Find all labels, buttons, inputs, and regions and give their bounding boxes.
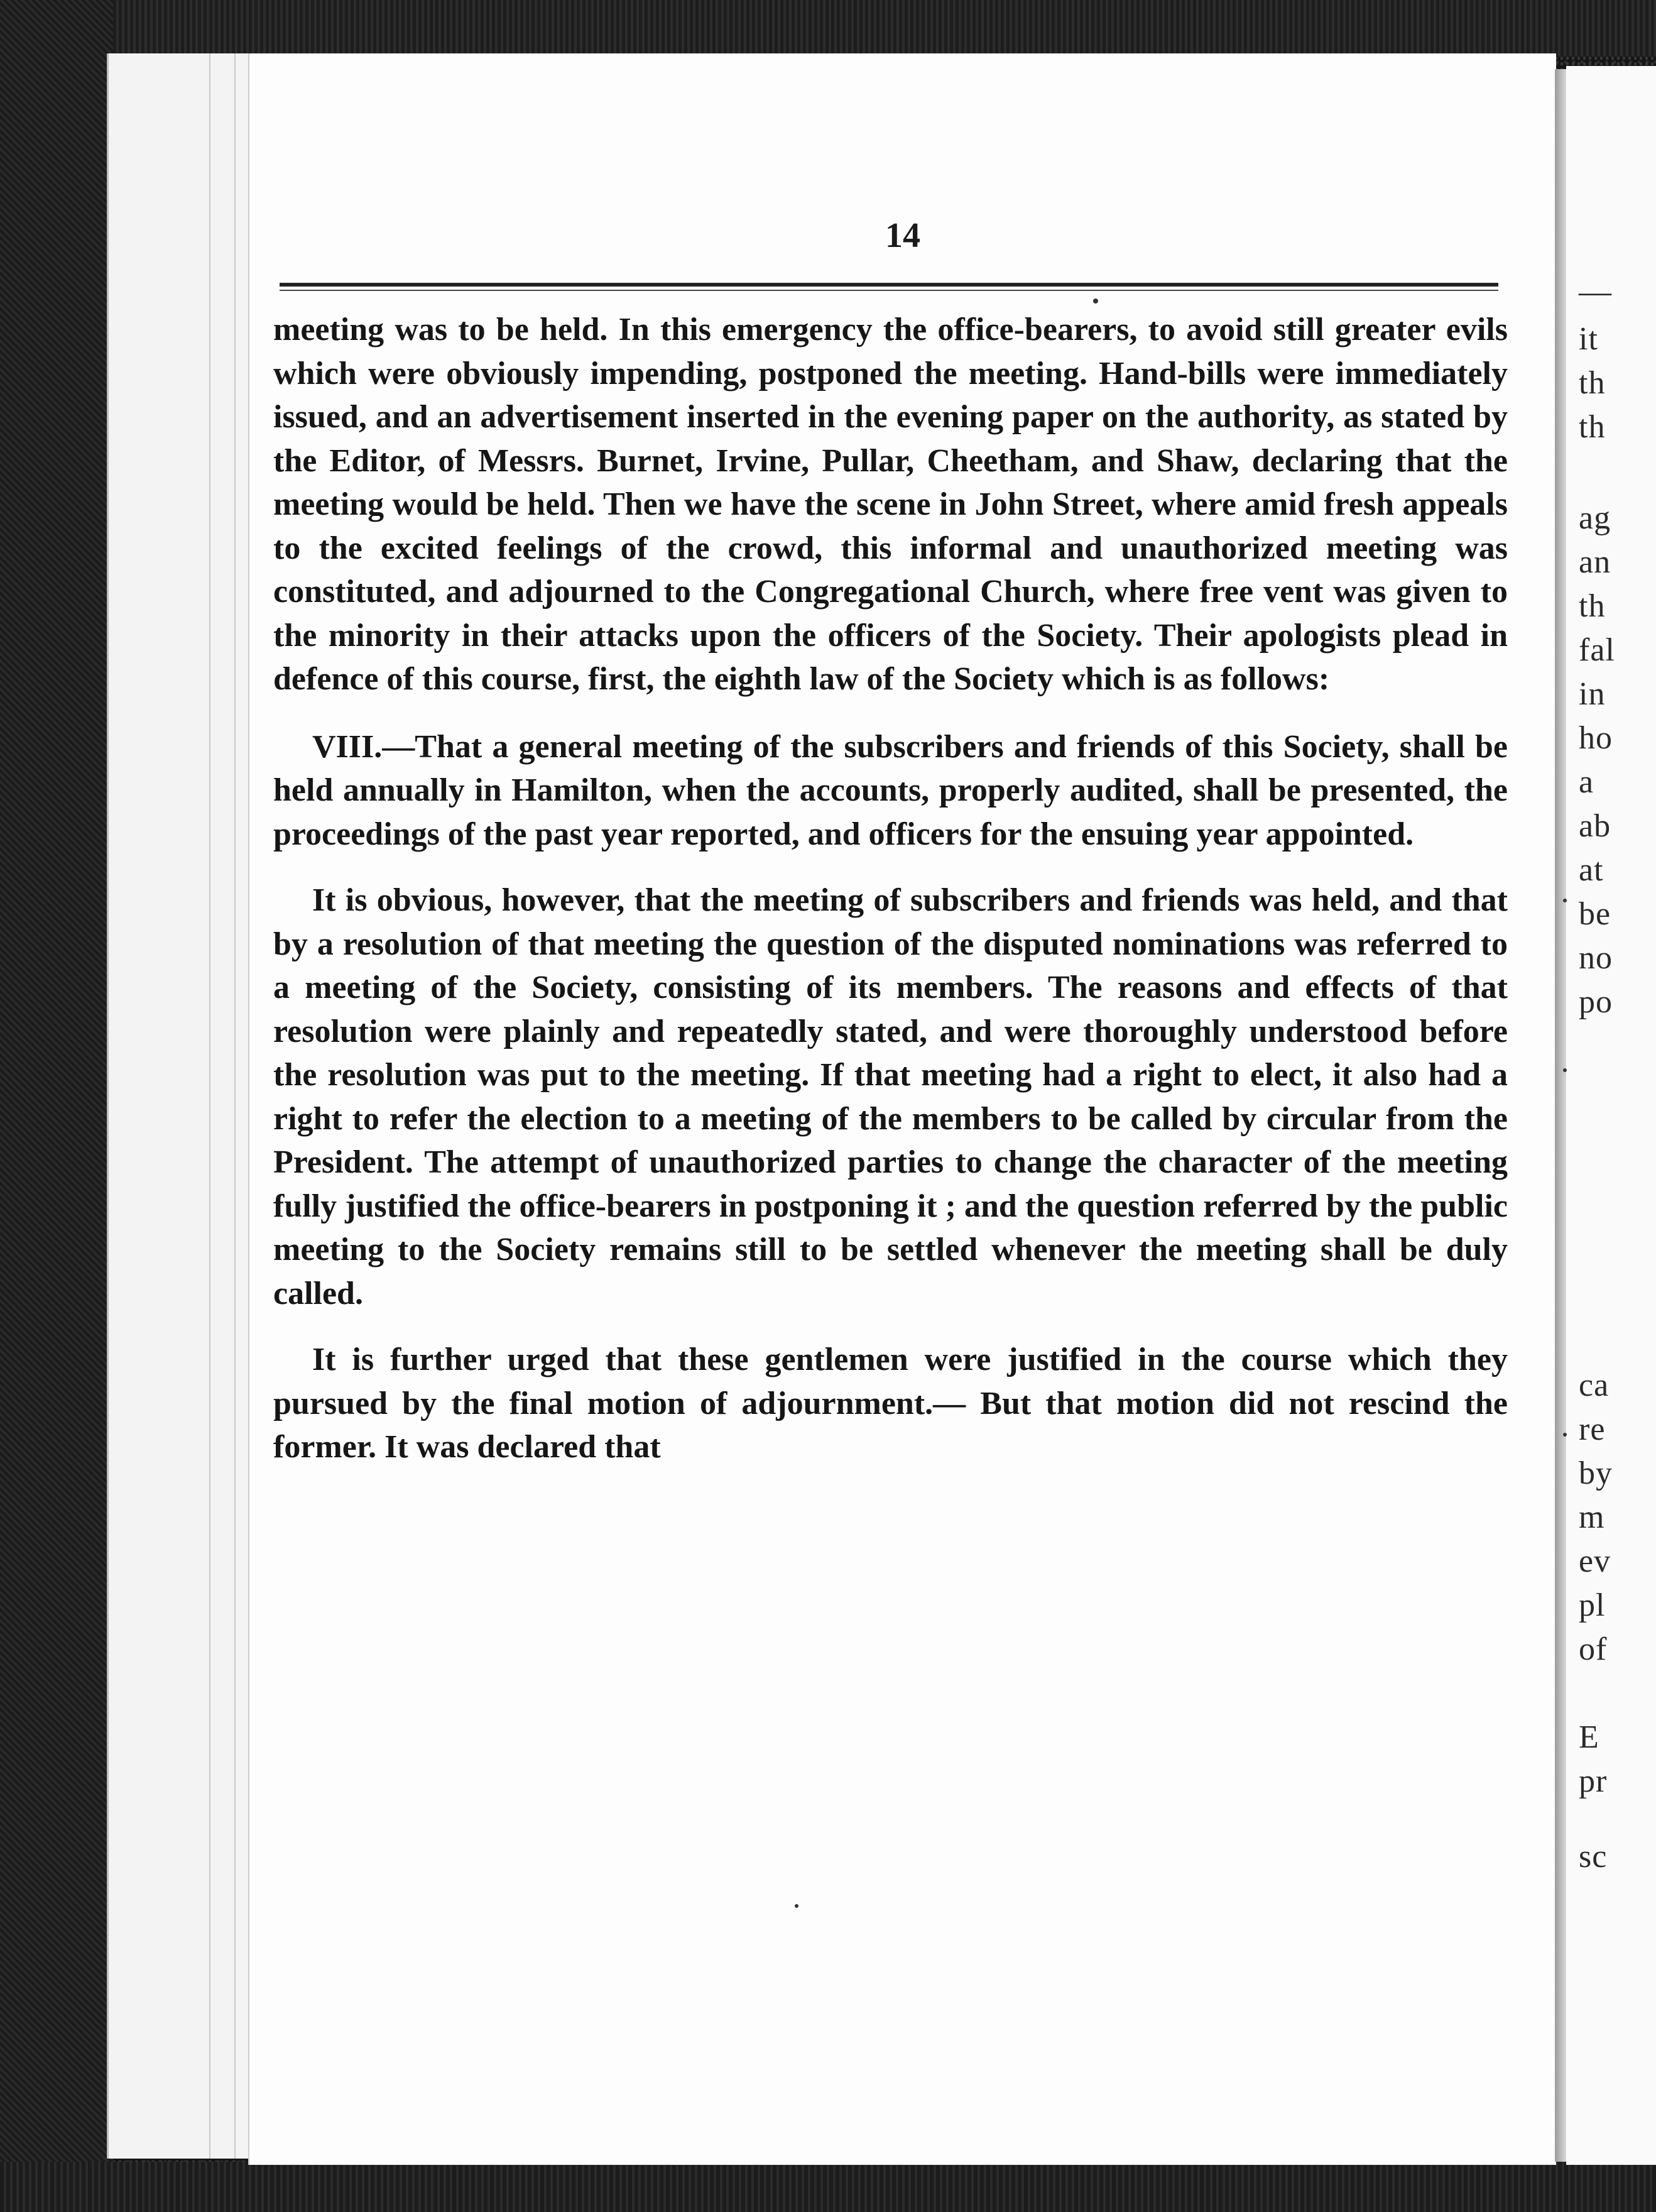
- adjacent-fragment: ho: [1579, 720, 1613, 756]
- print-speck: [1563, 899, 1567, 902]
- page-gutter-shadow: [1555, 69, 1566, 2162]
- adjacent-fragment: by: [1579, 1455, 1613, 1491]
- adjacent-fragment: be: [1579, 896, 1611, 932]
- book-cover-edge: [0, 0, 113, 2212]
- body-text: [273, 308, 1508, 1492]
- adjacent-fragment: ca: [1579, 1367, 1610, 1403]
- adjacent-fragment: of: [1579, 1631, 1608, 1667]
- adjacent-fragment: th: [1579, 409, 1606, 445]
- adjacent-fragment: th: [1579, 588, 1606, 624]
- adjacent-fragment: pr: [1579, 1763, 1608, 1799]
- adjacent-fragment: po: [1579, 984, 1613, 1020]
- paragraph: It is obvious, however, that the meeting of subscribers and friends was held, and that by a resolution of that meeting the question of the disputed nominations was referred to a meeting of the Society, consisting of its members. The reasons and effects of that resolution were plainly and repeatedly stated, and were thoroughly understood before the resolution was put to the meeting. If that meeting had a right to elect, it also had a right to refer the election to a meeting of the members to be called by circular from the President. The attempt of unauthorized parties to change the character of the meeting fully justified the office-bearers in postponing it ; and the question referred by the public meeting to the Society remains still to be settled whenever the meeting shall be duly called.: [273, 882, 1508, 1311]
- adjacent-fragment: sc: [1579, 1839, 1608, 1875]
- stacked-page-edges: [107, 53, 266, 2159]
- adjacent-fragment: ab: [1579, 808, 1611, 844]
- adjacent-fragment: E: [1579, 1719, 1599, 1755]
- adjacent-fragment: th: [1579, 365, 1606, 401]
- scanner-bottom-edge: [0, 2162, 1656, 2212]
- adjacent-fragment: re: [1579, 1411, 1606, 1447]
- adjacent-fragment: no: [1579, 940, 1613, 976]
- adjacent-fragment: —: [1579, 274, 1612, 310]
- page-number: 14: [885, 216, 920, 255]
- adjacent-fragment: fal: [1579, 632, 1615, 668]
- paragraph: meeting was to be held. In this emergency the office-bearers, to avoid still greater evils which were obviously impending, postponed the meeting. Hand-bills were immediately issued, and an advertisement inserted in the evening paper on the authority, as stated by the Editor, of Messrs. Burnet, Irvine, Pullar, Cheetham, and Shaw, declaring that the meeting would be held. Then we have the scene in John Street, where amid fresh appeals to the excited feelings of the crowd, this informal and unauthorized meeting was constituted, and adjourned to the Congregational Church, where free vent was given to the minority in their attacks upon the officers of the Society. Their apologists plead in defence of this course, first, the eighth law of the Society which is as follows:: [273, 312, 1508, 697]
- print-speck: [1093, 298, 1098, 304]
- paragraph-law-viii: VIII.—That a general meeting of the subscribers and friends of this Society, shall be held annually in Hamilton, when the accounts, properly audited, shall be presented, the proceedings of the past year reported, and officers for the ensuing year appointed.: [273, 728, 1508, 852]
- adjacent-fragment: pl: [1579, 1587, 1606, 1623]
- adjacent-fragment: an: [1579, 544, 1611, 580]
- adjacent-fragment: in: [1579, 676, 1606, 712]
- paragraph: It is further urged that these gentlemen were justified in the course which they pursued by the final motion of adjournment.— But that motion did not rescind the former. It was declared that: [273, 1342, 1508, 1465]
- adjacent-fragment: a: [1579, 764, 1594, 800]
- adjacent-page-edge: [1566, 66, 1656, 2165]
- adjacent-fragment: at: [1579, 852, 1604, 888]
- adjacent-fragment: it: [1579, 321, 1598, 357]
- print-speck: [1563, 1068, 1567, 1072]
- adjacent-fragment: m: [1579, 1499, 1605, 1535]
- header-rule-thin: [280, 290, 1498, 291]
- print-speck: [795, 1904, 798, 1908]
- adjacent-fragment: ag: [1579, 500, 1611, 536]
- print-speck: [1563, 1433, 1567, 1437]
- scanner-top-edge: [0, 0, 1656, 57]
- header-rule: [280, 283, 1498, 287]
- adjacent-fragment: ev: [1579, 1543, 1611, 1579]
